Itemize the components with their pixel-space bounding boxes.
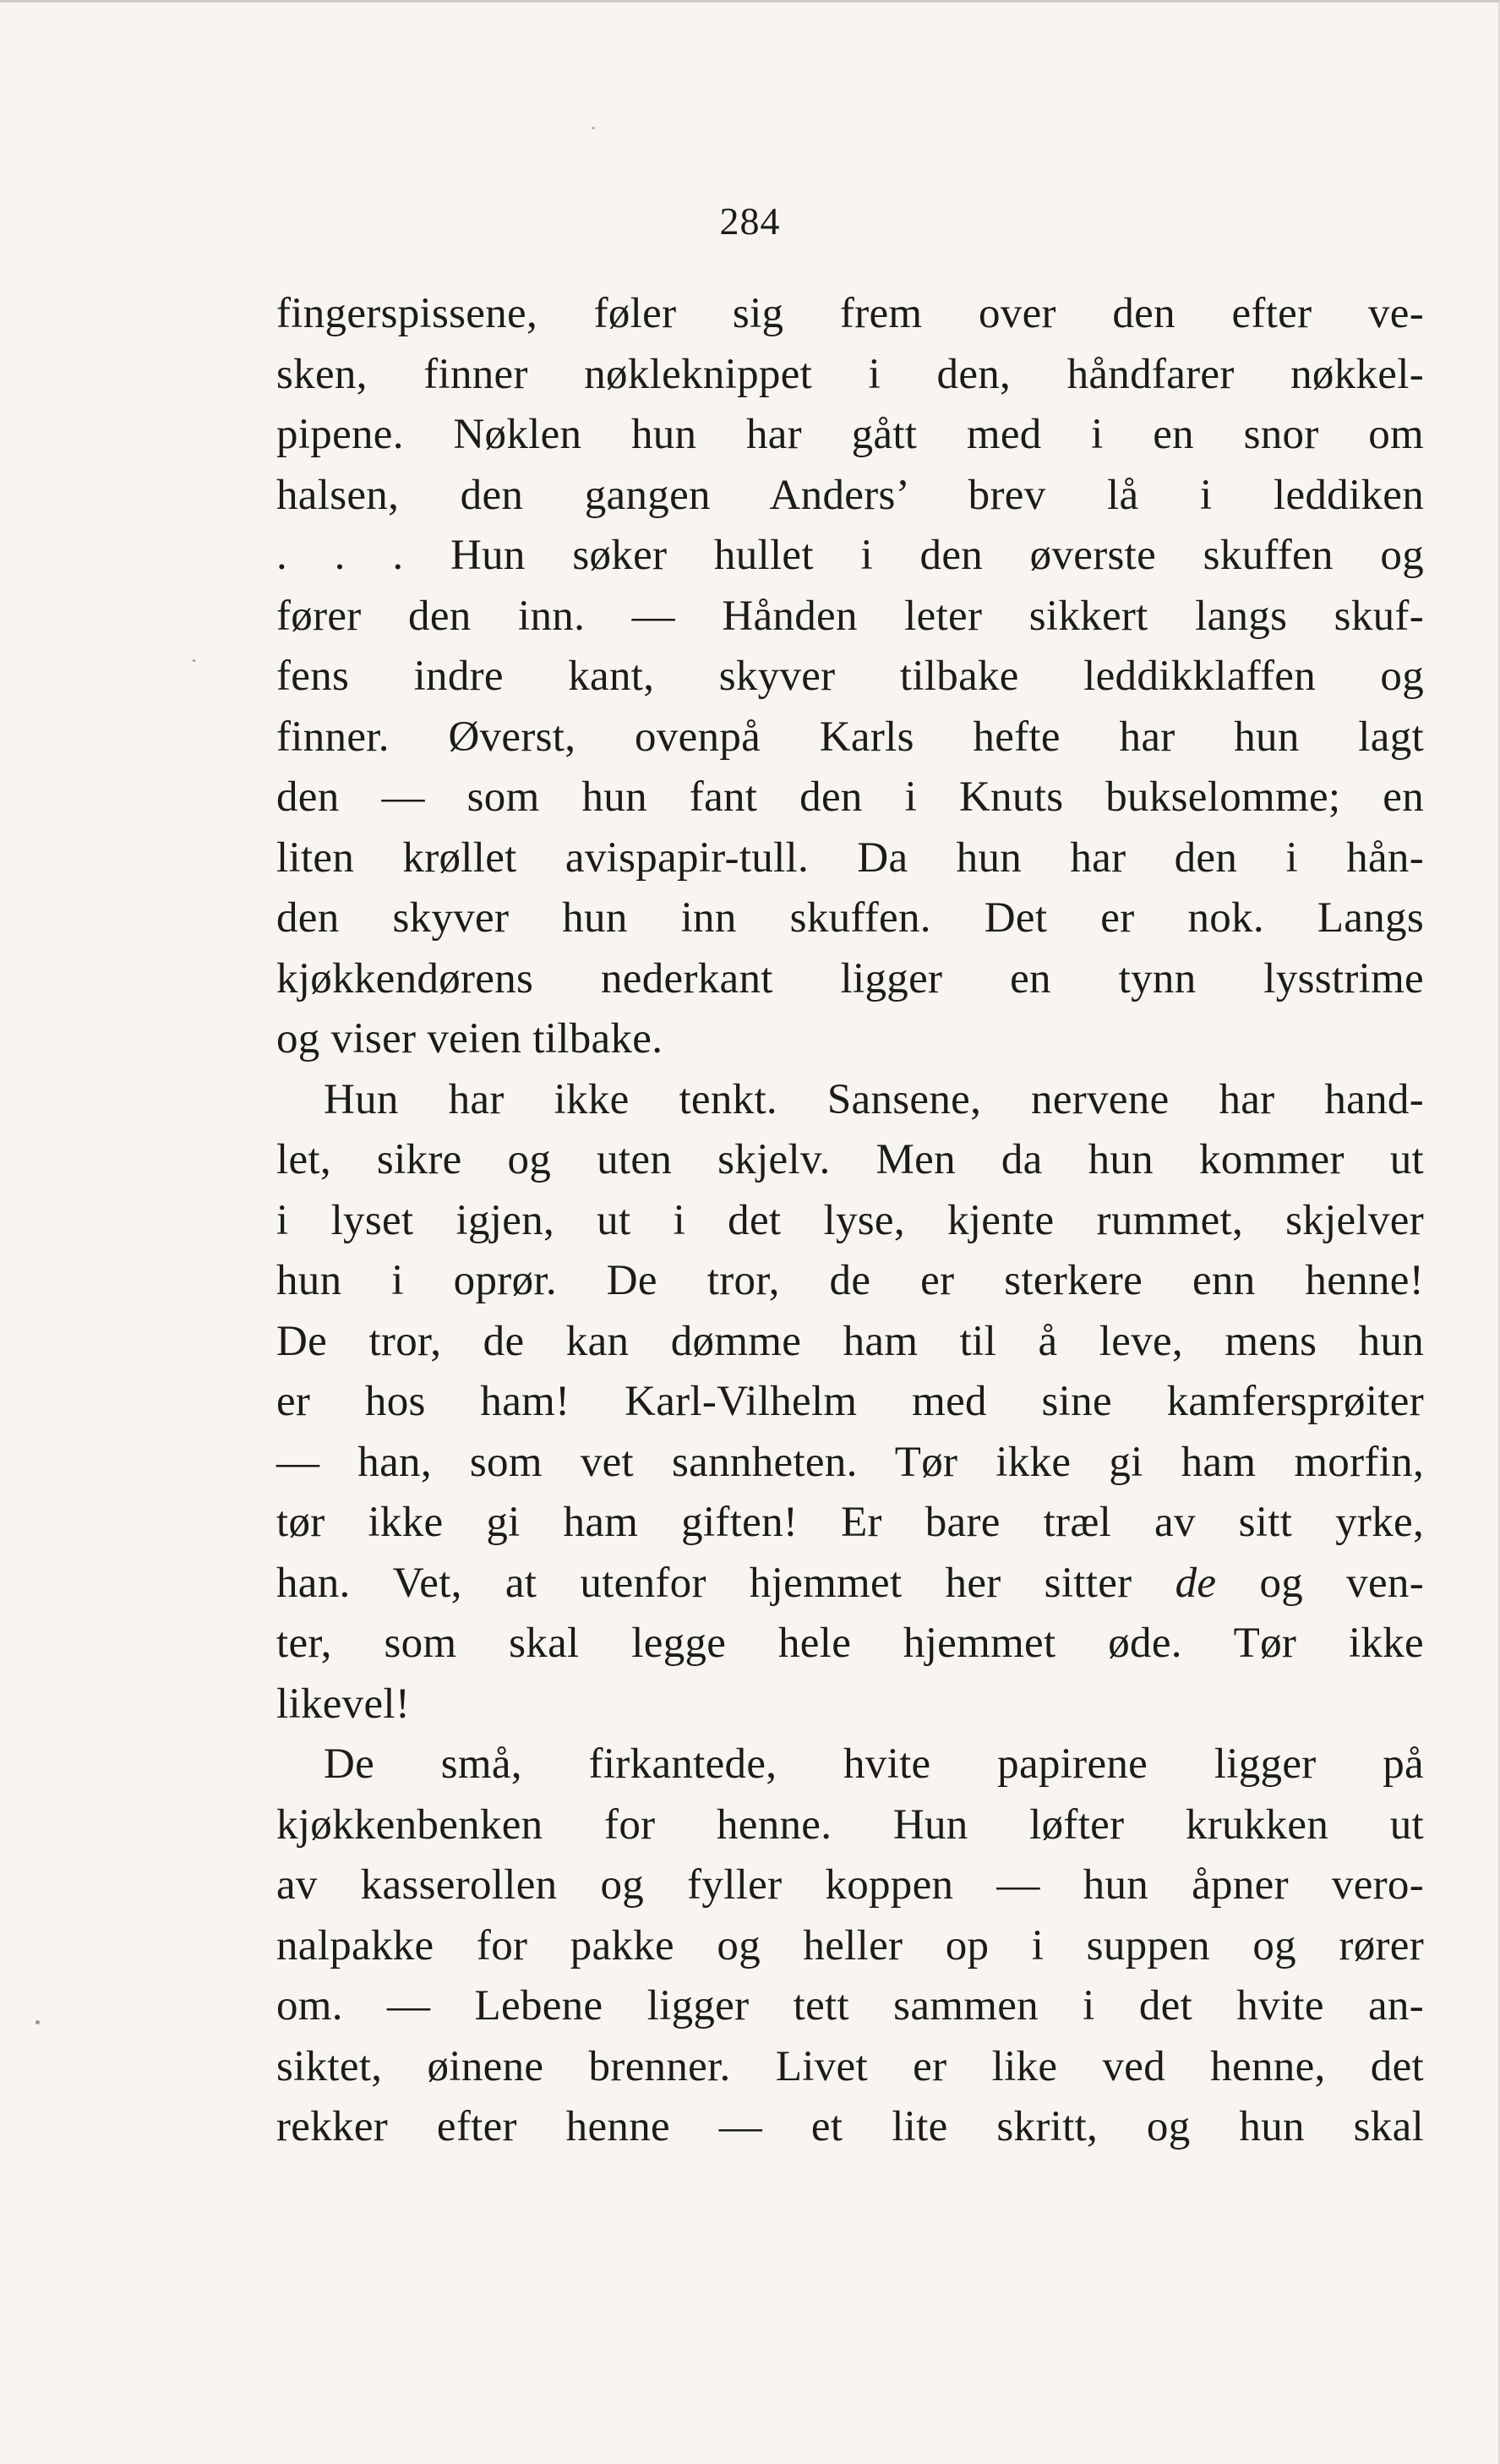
text-line: fører den inn. — Hånden leter sikkert langs skuf- xyxy=(276,592,1424,640)
text-line: kjøkkenbenken for henne. Hun løfter krukken ut xyxy=(276,1800,1424,1849)
line-text-before: han. Vet, at utenfor hjemmet her sitter xyxy=(276,1559,1175,1607)
paper-speck xyxy=(35,2020,40,2024)
text-line: den skyver hun inn skuffen. Det er nok. Langs xyxy=(276,894,1424,942)
paragraph-end-line: likevel! xyxy=(276,1680,411,1728)
text-line: tør ikke gi ham giften! Er bare træl av sitt yrke, xyxy=(276,1499,1424,1546)
paper-speck xyxy=(592,127,595,129)
text-line: kjøkkendørens nederkant ligger en tynn lysstrime xyxy=(276,954,1424,1003)
text-line: finner. Øverst, ovenpå Karls hefte har hun lagt xyxy=(276,713,1424,761)
text-line: pipene. Nøklen hun har gått med i en snor om xyxy=(276,411,1424,458)
text-line: er hos ham! Karl-Vilhelm med sine kamfersprøiter xyxy=(276,1378,1424,1425)
italic-word: de xyxy=(1175,1559,1217,1607)
text-line: nalpakke for pakke og heller op i suppen og rører xyxy=(276,1921,1424,1970)
text-line: om. — Lebene ligger tett sammen i det hvite an- xyxy=(276,1982,1424,2030)
paragraph-end-line: og viser veien tilbake. xyxy=(276,1015,663,1063)
text-line: ter, som skal legge hele hjemmet øde. Tør ikke xyxy=(276,1620,1424,1667)
text-line: liten krøllet avispapir-tull. Da hun har den i hån- xyxy=(276,833,1424,882)
text-line: rekker efter henne — et lite skritt, og hun skal xyxy=(276,2103,1424,2150)
text-line: hun i oprør. De tror, de er sterkere enn henne! xyxy=(276,1257,1424,1304)
text-line: den — som hun fant den i Knuts bukselomme; en xyxy=(276,773,1424,821)
text-line: i lyset igjen, ut i det lyse, kjente rummet, skjelver xyxy=(276,1196,1424,1244)
text-line: av kasserollen og fyller koppen — hun åpner vero- xyxy=(276,1861,1424,1909)
paragraph-start-line: De små, firkantede, hvite papirene ligger på xyxy=(324,1740,1424,1788)
text-line: — han, som vet sannheten. Tør ikke gi ham morfin, xyxy=(276,1438,1424,1486)
body-text xyxy=(276,284,1424,2158)
page-number: 284 xyxy=(719,199,781,243)
text-line: let, sikre og uten skjelv. Men da hun kommer ut xyxy=(276,1136,1424,1183)
paragraph-start-line: Hun har ikke tenkt. Sansene, nervene har hand- xyxy=(324,1075,1424,1123)
text-line: De tror, de kan dømme ham til å leve, mens hun xyxy=(276,1317,1424,1365)
text-line-with-italic xyxy=(276,1554,1424,1614)
paper-speck xyxy=(193,659,195,662)
text-line: halsen, den gangen Anders’ brev lå i leddiken xyxy=(276,471,1424,519)
text-line: . . . Hun søker hullet i den øverste skuffen og xyxy=(276,532,1424,579)
line-text-after: og ven- xyxy=(1216,1559,1424,1607)
text-line: fingerspissene, føler sig frem over den efter ve- xyxy=(276,290,1424,337)
text-line: siktet, øinene brenner. Livet er like ved henne, det xyxy=(276,2042,1424,2090)
text-line: sken, finner nøkleknippet i den, håndfarer nøkkel- xyxy=(276,350,1424,398)
text-line: fens indre kant, skyver tilbake leddikklaffen og xyxy=(276,653,1424,700)
